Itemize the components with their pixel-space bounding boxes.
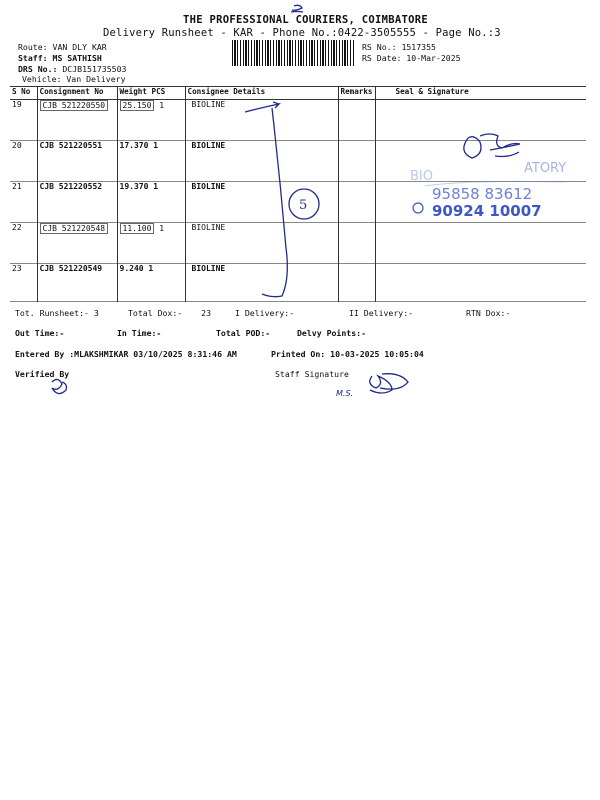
circled-number: 5 — [299, 198, 308, 213]
verified-signature — [52, 379, 67, 393]
rtn-dox: RTN Dox:- — [466, 308, 511, 318]
pcs-value: 1 — [153, 182, 159, 191]
col-seal-signature: Seal & Signature — [375, 87, 586, 100]
vehicle-label: Vehicle: — [22, 74, 62, 84]
weight-value: 25.150 — [120, 100, 155, 111]
staff-label: Staff: — [18, 53, 48, 63]
row-consignee: BIOLINE — [185, 182, 338, 223]
total-dox — [128, 308, 211, 318]
pcs-value: 1 — [159, 101, 165, 110]
consignment-text: CJB 521220552 — [39, 182, 103, 191]
pcs-value: 1 — [148, 264, 154, 273]
weight-value: 19.370 — [119, 182, 149, 191]
row-consignee: BIOLINE — [185, 100, 338, 141]
col-weight-pcs: Weight PCS — [117, 87, 185, 100]
company-stamp — [410, 161, 566, 220]
drs-label: DRS No.: — [18, 64, 58, 74]
stamp-phone-1: 95858 83612 — [432, 185, 533, 203]
stamp-phone-2: 90924 10007 — [432, 202, 542, 220]
weight-value: 11.100 — [120, 223, 155, 234]
row-sno: 23 — [12, 264, 22, 273]
pcs-value: 1 — [159, 224, 165, 233]
route-label: Route: — [18, 42, 48, 52]
total-dox-value: 23 — [201, 308, 212, 318]
consignment-text: CJB 521220551 — [39, 141, 103, 150]
staff-value: MS SATHISH — [52, 53, 102, 63]
row-consignee: BIOLINE — [185, 264, 338, 302]
company-title: THE PROFESSIONAL COURIERS, COIMBATORE — [183, 14, 428, 26]
staff-initials: M.S. — [336, 389, 354, 398]
consignment-box: CJB 521220548 — [40, 223, 109, 234]
runsheet-subtitle: Delivery Runsheet - KAR - Phone No.:0422-3505555 - Page No.:3 — [103, 27, 501, 39]
rs-date-value: 10-Mar-2025 — [406, 53, 461, 63]
seal-signature — [464, 134, 520, 158]
drs-value: DCJB151735503 — [62, 64, 127, 74]
col-consignment: Consignment No — [37, 87, 117, 100]
row-sno: 21 — [12, 182, 22, 191]
consignment-text: CJB 521220549 — [39, 264, 103, 273]
i-delivery: I Delivery:- — [235, 308, 295, 318]
row-sno: 19 — [12, 100, 22, 109]
col-remarks: Remarks — [338, 87, 375, 100]
total-dox-label: Total Dox:- — [128, 308, 183, 318]
verified-by: Verified By — [15, 369, 70, 379]
printed-on: Printed On: 10-03-2025 10:05:04 — [271, 349, 424, 359]
consignment-box: CJB 521220550 — [40, 100, 109, 111]
pcs-value: 1 — [153, 141, 159, 150]
row-sno: 22 — [12, 223, 22, 232]
weight-value: 9.240 — [119, 264, 144, 273]
out-time: Out Time:- — [15, 328, 65, 338]
bracket-arrow — [245, 102, 279, 112]
phone-icon — [413, 203, 423, 213]
in-time: In Time:- — [117, 328, 162, 338]
stamp-faded-text: BIO — [410, 169, 433, 184]
delvy-points: Delvy Points:- — [297, 328, 367, 338]
tot-runsheet: Tot. Runsheet:- 3 — [15, 308, 99, 318]
bracket-line — [262, 108, 287, 297]
row-sno: 20 — [12, 141, 22, 150]
weight-value: 17.370 — [119, 141, 149, 150]
entered-by: Entered By :MLAKSHMIKAR 03/10/2025 8:31:46 AM — [15, 349, 237, 359]
row-consignee: BIOLINE — [185, 223, 338, 264]
rs-no-label: RS No.: — [362, 42, 397, 52]
total-pod: Total POD:- — [216, 328, 271, 338]
stamp-line: ATORY — [524, 161, 567, 176]
route-value: VAN DLY KAR — [52, 42, 107, 52]
rs-no-value: 1517355 — [401, 42, 436, 52]
staff-signature — [370, 374, 408, 393]
row-consignee: BIOLINE — [185, 141, 338, 182]
ii-delivery: II Delivery:- — [349, 308, 414, 318]
top-scribble — [291, 5, 303, 12]
rs-date-label: RS Date: — [362, 53, 402, 63]
vehicle-value: Van Delivery — [66, 74, 126, 84]
staff-signature-label: Staff Signature — [275, 369, 349, 379]
col-consignee: Consignee Details — [185, 87, 338, 100]
col-sno: S No — [12, 87, 31, 96]
